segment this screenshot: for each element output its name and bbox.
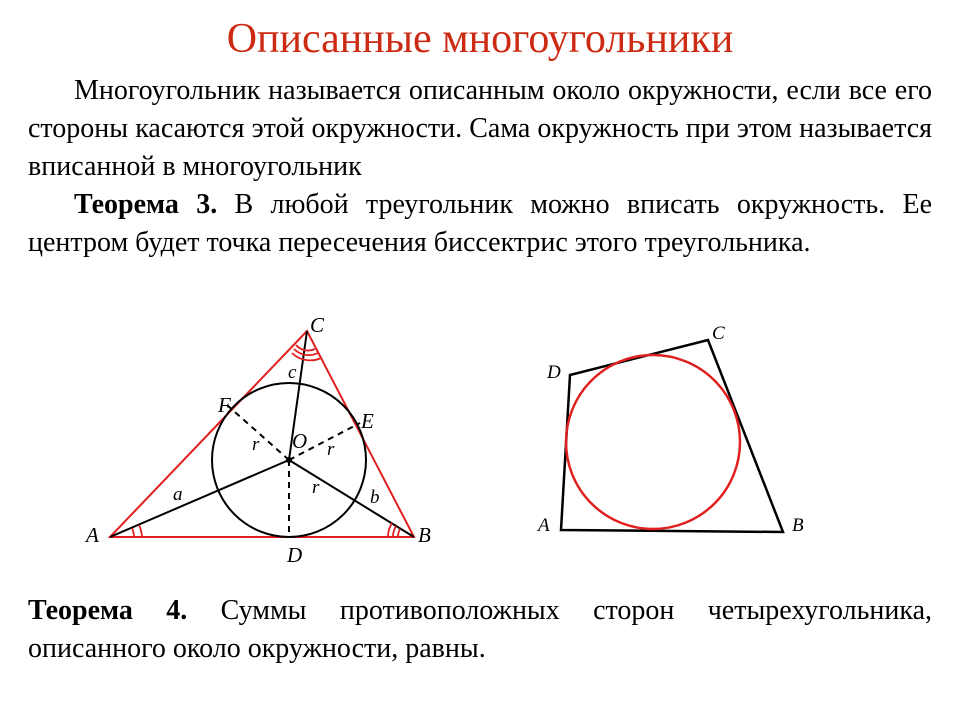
label-radius-f: r	[252, 434, 260, 455]
angle-mark-a2	[132, 528, 134, 537]
theorem-4-paragraph	[28, 592, 932, 668]
label-side-a: a	[173, 484, 183, 505]
label-d: D	[287, 543, 303, 567]
page-title: Описанные многоугольники	[226, 16, 734, 62]
bisector-b	[289, 460, 414, 537]
label-radius-d: r	[312, 477, 320, 498]
inscribed-circle	[566, 355, 740, 529]
angle-mark-a	[139, 525, 142, 537]
label-radius-e: r	[327, 439, 335, 460]
angle-mark-b2	[393, 526, 396, 537]
label-side-c: c	[288, 362, 297, 383]
angle-mark-b3	[398, 529, 400, 537]
label-o: O	[292, 429, 308, 453]
quadrilateral-abcd	[561, 340, 783, 532]
theorem-4-label: Теорема 4.	[28, 595, 188, 626]
label-c: C	[310, 313, 325, 337]
label-e: E	[361, 409, 374, 433]
theorem-4-text: Суммы противоположных сторон четырехугольника, описанного около окружности, равны.	[28, 595, 933, 664]
quad-label-c: C	[712, 323, 725, 344]
theorem-3-label: Теорема 3.	[74, 189, 218, 220]
quad-label-d: D	[547, 362, 561, 383]
quad-label-a: A	[538, 515, 550, 536]
label-f: F	[218, 393, 231, 417]
theorem-3-text: В любой треугольник можно вписать окружность. Ее центром будет точка пересечения биссектрис этого треугольника.	[28, 189, 932, 258]
label-a: A	[86, 523, 99, 547]
quadrilateral-figure	[536, 323, 804, 536]
center-point	[286, 457, 292, 463]
bisector-a	[110, 460, 289, 537]
label-side-b: b	[370, 487, 380, 508]
angle-mark-b1	[388, 523, 392, 537]
label-b: B	[418, 523, 431, 547]
definition-paragraph: Многоугольник называется описанным около окружности, если все его стороны касаются этой окружности. Сама окружность при этом называется вписанной в многоугольник	[28, 75, 932, 182]
quad-label-b: B	[792, 515, 804, 536]
triangle-figure	[84, 313, 431, 567]
triangle-abc	[110, 331, 414, 537]
